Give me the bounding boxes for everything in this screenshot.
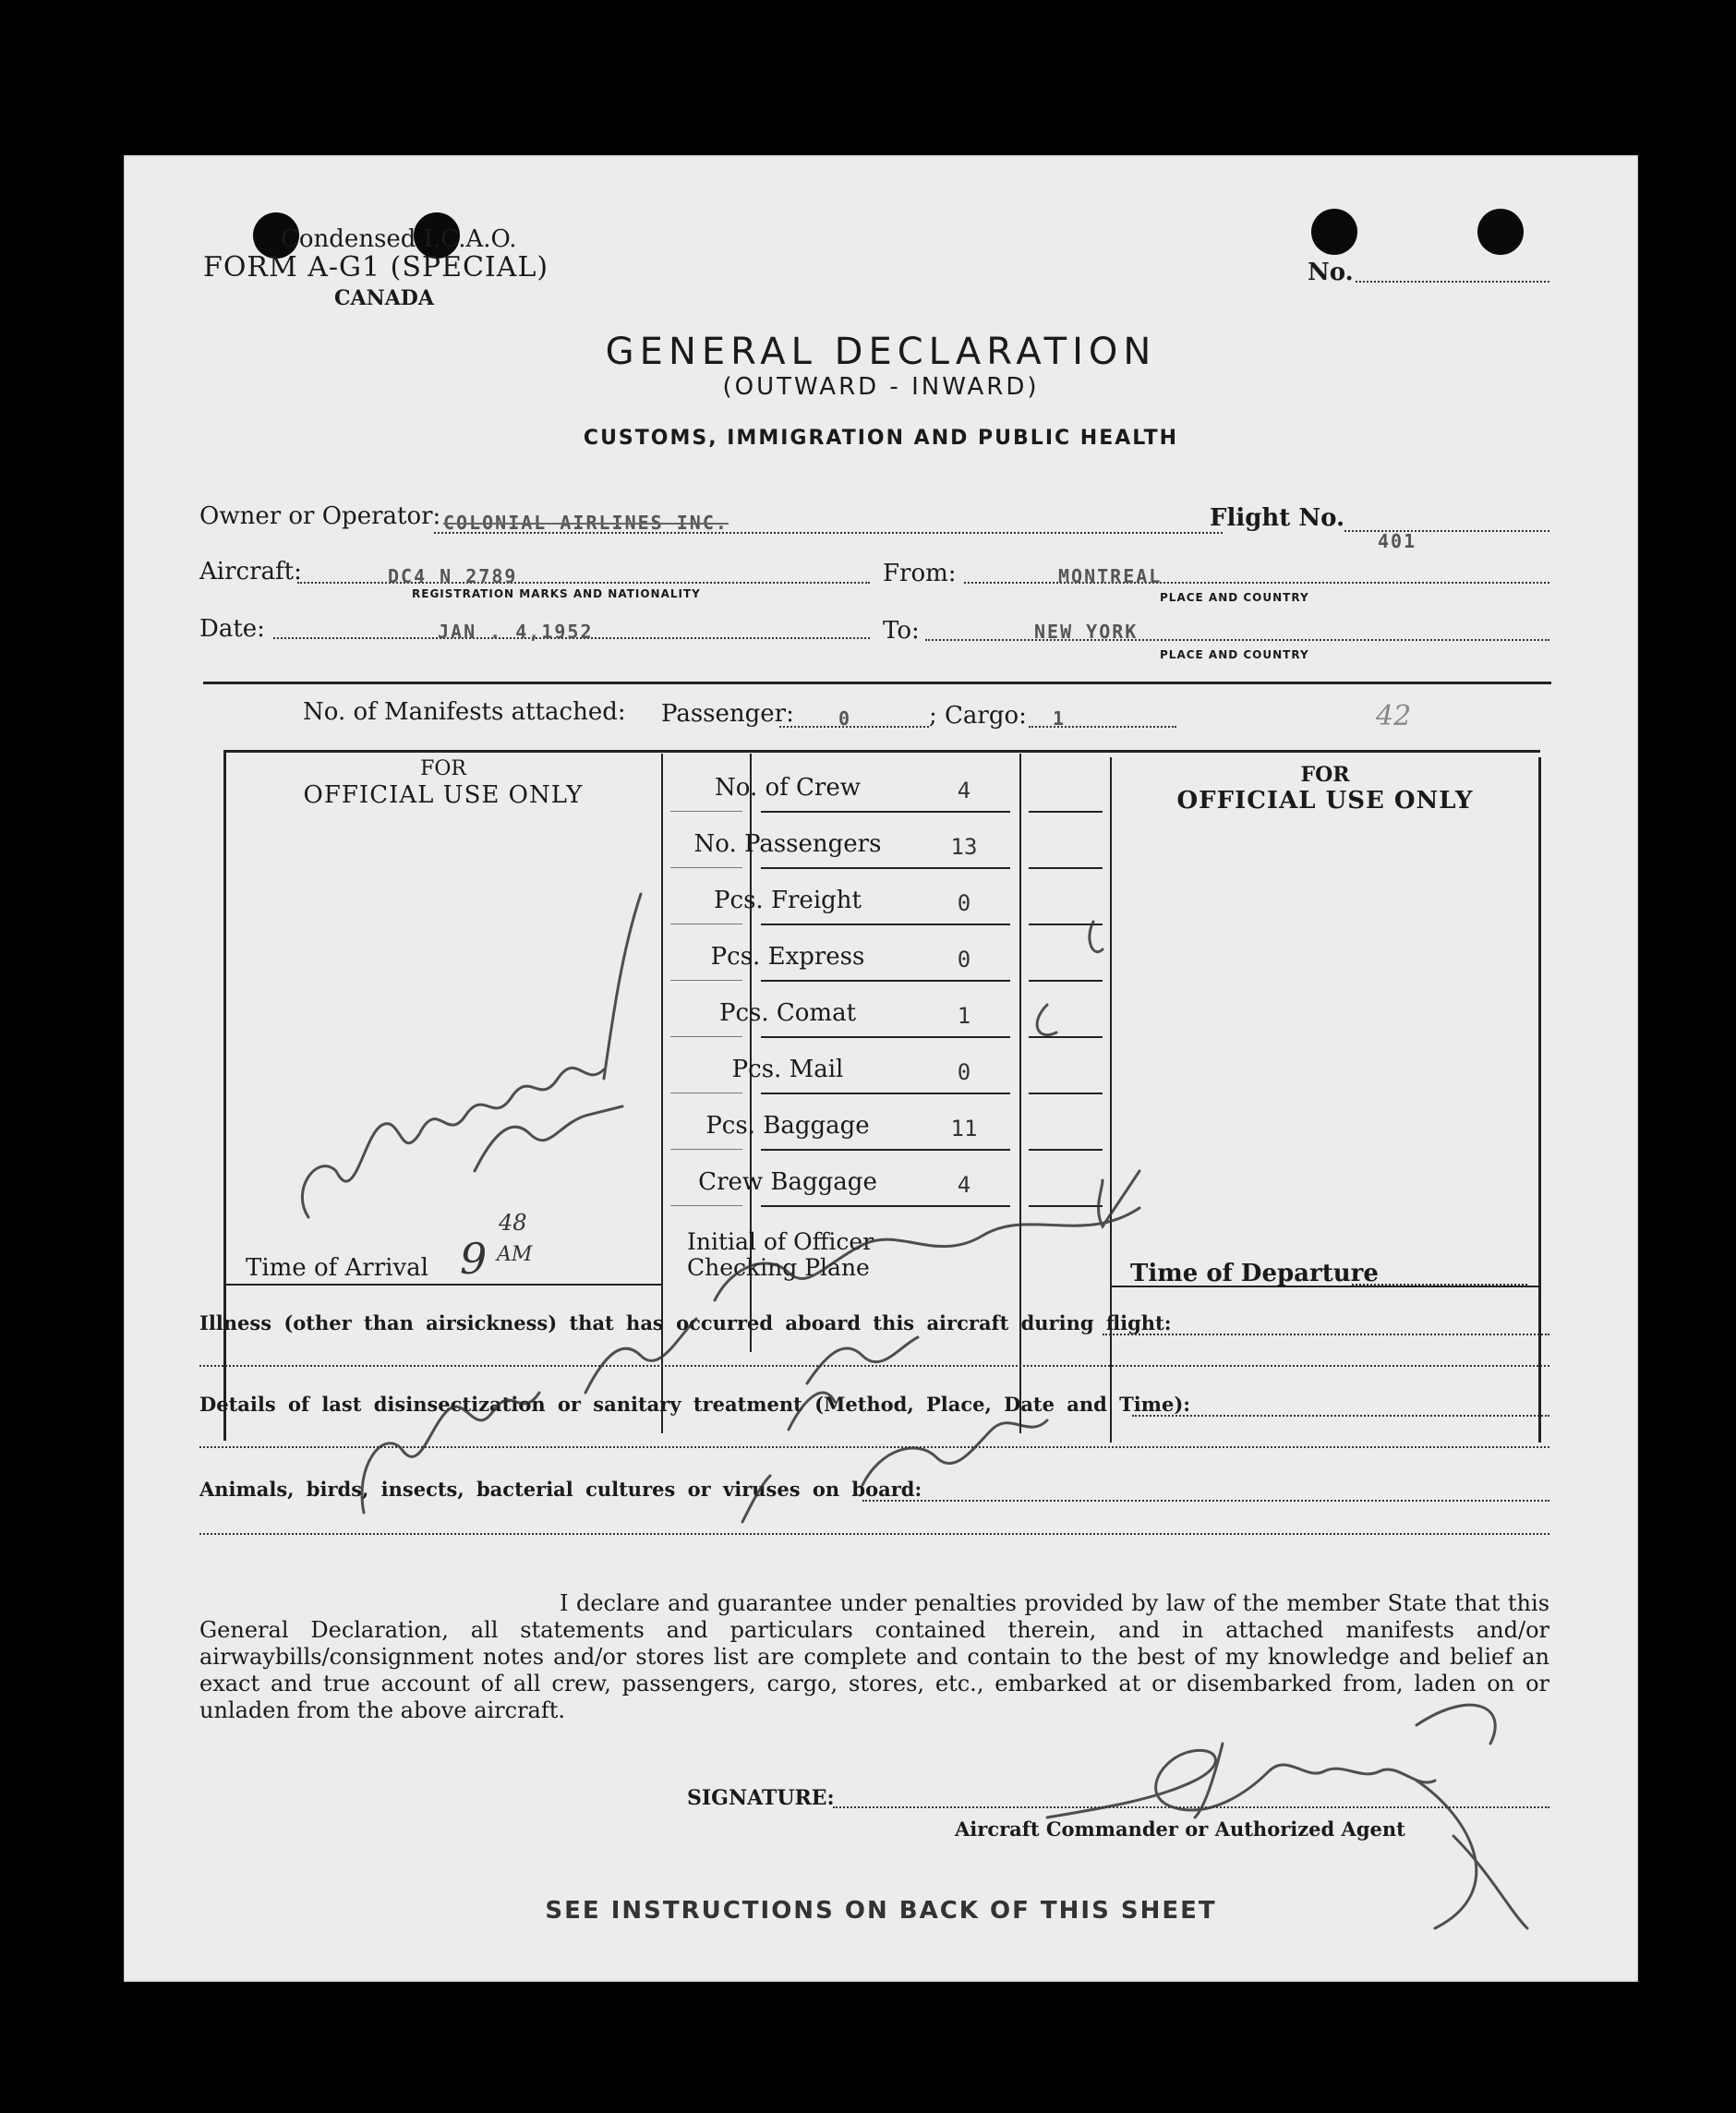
table-row-value[interactable]: 4 [957,1172,971,1198]
checking-plane-label: Checking Plane [687,1254,870,1281]
table-row-label: Crew Baggage [698,1168,877,1196]
to-value[interactable]: NEW YORK [1034,621,1139,643]
table-row-value[interactable]: 0 [957,947,971,972]
flight-label: Flight No. [1210,504,1345,532]
left-for-label: FOR [420,757,466,780]
table-row-value[interactable]: 0 [957,890,971,916]
aircraft-caption: REGISTRATION MARKS AND NATIONALITY [412,587,701,600]
to-caption: PLACE AND COUNTRY [1160,648,1309,661]
to-label: To: [883,617,920,645]
table-row-value[interactable]: 1 [957,1003,971,1029]
footer-instructions: SEE INSTRUCTIONS ON BACK OF THIS SHEET [545,1897,1217,1925]
from-value[interactable]: MONTREAL [1058,565,1163,587]
form-sheet [124,155,1638,1982]
time-arrival-ampm: AM [497,1243,533,1266]
table-row-value[interactable]: 13 [950,834,978,860]
signature-label: SIGNATURE: [687,1786,835,1810]
table-row-value[interactable]: 4 [957,778,971,803]
time-arrival-minutes: 48 [499,1210,527,1236]
declaration-body: that this General Declaration, all statements and particulars contained therein, and in attached manifests and/or airwaybills/consignment notes and/or stores list are complete and contain to the best of my knowledge and belief an exact and true account of all crew, passengers, cargo, stores, etc., embarked at or disembarked from, laden on or unladen from the above aircraft. [199,1590,1550,1723]
animals-question: Animals, birds, insects, bacterial cultures or viruses on board: [199,1478,922,1501]
manifest-passenger-label: Passenger: [661,700,794,728]
date-label: Date: [199,615,265,643]
initial-officer-label: Initial of Officer [687,1228,874,1255]
table-row-label: Pcs. Comat [718,999,857,1027]
table-row-label: No. of Crew [715,774,861,802]
time-arrival-value[interactable]: 9 [460,1234,488,1284]
illness-question: Illness (other than airsickness) that has occurred aboard this aircraft during flight: [199,1311,1172,1334]
form-country: CANADA [334,286,434,310]
manifest-cargo-label: ; Cargo: [929,702,1027,730]
page-title: GENERAL DECLARATION [605,331,1157,373]
number-label: No. [1308,259,1354,286]
page-heading-customs: CUSTOMS, IMMIGRATION AND PUBLIC HEALTH [583,427,1179,450]
aircraft-label: Aircraft: [199,558,302,586]
aircraft-value[interactable]: DC4 N 2789 [388,565,518,587]
table-row-label: Pcs. Freight [714,887,862,914]
from-caption: PLACE AND COUNTRY [1160,591,1309,604]
time-arrival-label: Time of Arrival [246,1254,428,1282]
table-row-label: Pcs. Baggage [705,1112,870,1140]
left-official-label: OFFICIAL USE ONLY [303,781,584,809]
manifest-cargo-value[interactable]: 1 [1053,707,1067,730]
declaration-line-1: I declare and guarantee under penalties provided by law of the member State [560,1590,1447,1616]
manifests-label: No. of Manifests attached: [303,698,626,726]
table-row-value[interactable]: 11 [950,1116,978,1141]
form-number: FORM A-G1 (SPECIAL) [203,251,549,284]
time-departure-label: Time of Departure [1130,1260,1379,1287]
from-label: From: [883,560,957,587]
table-row-value[interactable]: 0 [957,1059,971,1085]
handwriting-overlay [124,155,1638,1982]
owner-value[interactable]: COLONIAL AIRLINES INC. [443,512,729,534]
signature-caption: Aircraft Commander or Authorized Agent [955,1817,1405,1841]
manifest-passenger-value[interactable]: 0 [838,707,852,730]
table-row-label: No. Passengers [693,830,882,858]
handwritten-note: 42 [1376,700,1412,732]
owner-label: Owner or Operator: [199,502,441,530]
right-official-label: OFFICIAL USE ONLY [1176,787,1474,815]
disinsect-question: Details of last disinsectization or sanitary treatment (Method, Place, Date and Time): [199,1393,1191,1416]
form-condensed-label: Condensed I.C.A.O. [281,225,517,253]
table-row-label: Pcs. Express [710,943,865,971]
flight-value[interactable]: 401 [1378,530,1417,552]
right-for-label: FOR [1300,763,1350,787]
page-subtitle: (OUTWARD - INWARD) [722,373,1040,401]
date-value[interactable]: JAN . 4,1952 [438,621,594,643]
table-row-label: Pcs. Mail [731,1056,844,1083]
